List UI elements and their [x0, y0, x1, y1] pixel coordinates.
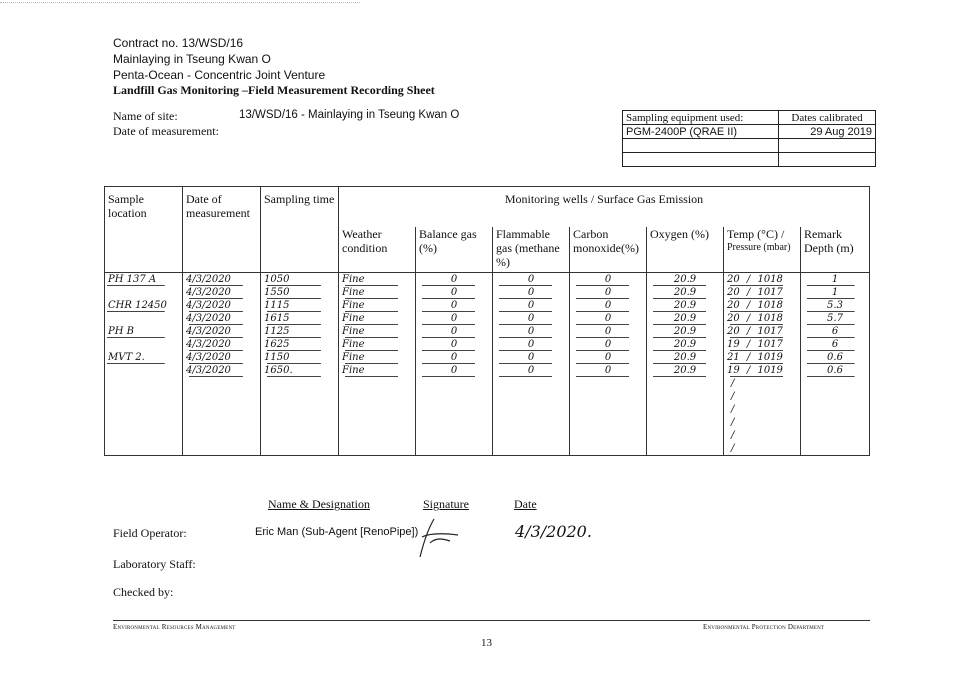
- table-row: [105, 403, 870, 416]
- cell-date: [183, 325, 261, 338]
- cell-location: [105, 286, 183, 299]
- header-balance-gas: Balance gas (%): [416, 227, 493, 273]
- pressure-value: 1017: [757, 326, 783, 337]
- cell-oxygen: [647, 286, 724, 299]
- cell-location: [105, 403, 183, 416]
- cell-date: [183, 364, 261, 377]
- weather-value: Fine: [342, 300, 365, 311]
- cell-time: [261, 325, 339, 338]
- cell-weather: [339, 377, 416, 390]
- remark-value: 5.3: [827, 300, 843, 311]
- location-value: CHR 12450: [108, 300, 167, 311]
- temp-value: 20: [727, 300, 740, 311]
- table-row: [105, 273, 870, 287]
- carbon-value: 0: [604, 287, 612, 298]
- field-operator-name: Eric Man (Sub-Agent [RenoPipe]): [255, 526, 419, 538]
- cell-carbon: [570, 273, 647, 287]
- site-name-label: Name of site:: [113, 109, 178, 123]
- cell-weather: [339, 442, 416, 456]
- table-row: [105, 325, 870, 338]
- time-value: 1125: [264, 326, 290, 337]
- header-pressure: Pressure (mbar): [727, 241, 791, 253]
- cell-temp: [724, 416, 801, 429]
- time-value: 1115: [264, 300, 290, 311]
- cell-remark: [801, 286, 870, 299]
- cell-date: [183, 442, 261, 456]
- cell-weather: [339, 390, 416, 403]
- signature-scribble: [414, 515, 470, 561]
- cell-oxygen: [647, 338, 724, 351]
- table-row: [105, 429, 870, 442]
- oxygen-value: 20.9: [673, 274, 697, 285]
- cell-location: [105, 351, 183, 364]
- cell-oxygen: [647, 390, 724, 403]
- cell-time: [261, 286, 339, 299]
- date-value: 4/3/2020: [186, 326, 231, 337]
- cell-balance: [416, 273, 493, 287]
- balance-value: 0: [450, 339, 458, 350]
- pressure-value: 1017: [757, 339, 783, 350]
- header-remark-depth: Remark Depth (m): [801, 227, 870, 273]
- cell-time: [261, 299, 339, 312]
- cell-flammable: [493, 377, 570, 390]
- equipment-header: Sampling equipment used:: [623, 111, 779, 125]
- cell-date: [183, 286, 261, 299]
- cell-remark: [801, 364, 870, 377]
- remark-value: 1: [831, 287, 839, 298]
- cell-oxygen: [647, 403, 724, 416]
- cell-balance: [416, 312, 493, 325]
- cell-flammable: [493, 338, 570, 351]
- flammable-value: 0: [527, 352, 535, 363]
- cell-location: [105, 377, 183, 390]
- date-value: 4/3/2020: [186, 365, 231, 376]
- page-number: 13: [481, 637, 492, 649]
- table-row: [105, 338, 870, 351]
- project-name: Mainlaying in Tseung Kwan O: [113, 52, 271, 66]
- temp-value: 21: [727, 352, 740, 363]
- calibration-date: [779, 139, 876, 153]
- cell-carbon: [570, 390, 647, 403]
- field-operator-date: 4/3/2020.: [515, 522, 592, 541]
- cell-weather: [339, 351, 416, 364]
- cell-carbon: [570, 442, 647, 456]
- temp-value: 20: [727, 287, 740, 298]
- header-weather: Weather condition: [339, 227, 416, 273]
- cell-location: [105, 273, 183, 287]
- cell-temp: [724, 338, 801, 351]
- cell-weather: [339, 273, 416, 287]
- checked-by-label: Checked by:: [113, 585, 174, 599]
- cell-date: [183, 338, 261, 351]
- flammable-value: 0: [527, 326, 535, 337]
- cell-remark: [801, 325, 870, 338]
- temp-value: 19: [727, 339, 740, 350]
- date-value: 4/3/2020: [186, 352, 231, 363]
- cell-location: [105, 364, 183, 377]
- weather-value: Fine: [342, 287, 365, 298]
- weather-value: Fine: [342, 339, 365, 350]
- cell-weather: [339, 416, 416, 429]
- date-value: 4/3/2020: [186, 339, 231, 350]
- temp-pressure-slash: /: [743, 365, 754, 376]
- remark-value: 1: [831, 274, 839, 285]
- cell-temp: [724, 390, 801, 403]
- page-title: Landfill Gas Monitoring –Field Measurement Recording Sheet: [113, 83, 435, 97]
- footer-left: Environmental Resources Management: [113, 623, 236, 631]
- cell-balance: [416, 325, 493, 338]
- cell-carbon: [570, 416, 647, 429]
- cell-carbon: [570, 364, 647, 377]
- cell-oxygen: [647, 351, 724, 364]
- carbon-value: 0: [604, 313, 612, 324]
- cell-flammable: [493, 299, 570, 312]
- date-value: 4/3/2020: [186, 300, 231, 311]
- cell-remark: [801, 338, 870, 351]
- cell-time: [261, 416, 339, 429]
- measurement-table: [104, 186, 870, 456]
- temp-pressure-slash: /: [743, 300, 754, 311]
- flammable-value: 0: [527, 339, 535, 350]
- cell-date: [183, 416, 261, 429]
- scan-artifact: [0, 2, 360, 3]
- cell-weather: [339, 325, 416, 338]
- cell-location: [105, 390, 183, 403]
- temp-pressure-slash: /: [731, 417, 735, 428]
- remark-value: 0.6: [827, 352, 843, 363]
- cell-time: [261, 351, 339, 364]
- cell-weather: [339, 338, 416, 351]
- cell-oxygen: [647, 273, 724, 287]
- temp-value: 20: [727, 326, 740, 337]
- header-temp-pressure: [724, 227, 801, 273]
- cell-oxygen: [647, 312, 724, 325]
- date-value: 4/3/2020: [186, 274, 231, 285]
- cell-remark: [801, 416, 870, 429]
- cell-balance: [416, 416, 493, 429]
- cell-flammable: [493, 351, 570, 364]
- date-header: Date: [514, 497, 537, 511]
- cell-oxygen: [647, 364, 724, 377]
- cell-time: [261, 403, 339, 416]
- cell-temp: [724, 273, 801, 287]
- oxygen-value: 20.9: [673, 339, 697, 350]
- temp-pressure-slash: /: [731, 404, 735, 415]
- oxygen-value: 20.9: [673, 300, 697, 311]
- header-flammable-gas: Flammable gas (methane %): [493, 227, 570, 273]
- pressure-value: 1019: [757, 365, 783, 376]
- balance-value: 0: [450, 300, 458, 311]
- cell-temp: [724, 299, 801, 312]
- cell-remark: [801, 299, 870, 312]
- equipment-name: [623, 139, 779, 153]
- cell-temp: [724, 351, 801, 364]
- flammable-value: 0: [527, 300, 535, 311]
- cell-time: [261, 390, 339, 403]
- footer-right: Environmental Protection Department: [703, 623, 825, 631]
- cell-date: [183, 312, 261, 325]
- oxygen-value: 20.9: [673, 352, 697, 363]
- cell-date: [183, 429, 261, 442]
- cell-temp: [724, 325, 801, 338]
- carbon-value: 0: [604, 300, 612, 311]
- dates-calibrated-header: Dates calibrated: [779, 111, 876, 125]
- header-temp: Temp (°C) /: [727, 226, 785, 241]
- cell-balance: [416, 429, 493, 442]
- cell-oxygen: [647, 299, 724, 312]
- time-value: 1150: [264, 352, 290, 363]
- table-row: [105, 286, 870, 299]
- oxygen-value: 20.9: [673, 313, 697, 324]
- cell-date: [183, 403, 261, 416]
- header-carbon-monoxide: Carbon monoxide(%): [570, 227, 647, 273]
- cell-flammable: [493, 312, 570, 325]
- flammable-value: 0: [527, 365, 535, 376]
- temp-value: 19: [727, 365, 740, 376]
- cell-weather: [339, 312, 416, 325]
- cell-carbon: [570, 312, 647, 325]
- cell-carbon: [570, 325, 647, 338]
- cell-location: [105, 416, 183, 429]
- table-row: [105, 442, 870, 456]
- flammable-value: 0: [527, 313, 535, 324]
- cell-date: [183, 390, 261, 403]
- date-of-measurement-label: Date of measurement:: [113, 124, 219, 138]
- header-oxygen: Oxygen (%): [647, 227, 724, 273]
- pressure-value: 1019: [757, 352, 783, 363]
- cell-flammable: [493, 429, 570, 442]
- date-value: 4/3/2020: [186, 287, 231, 298]
- oxygen-value: 20.9: [673, 287, 697, 298]
- cell-temp: [724, 364, 801, 377]
- cell-date: [183, 351, 261, 364]
- cell-carbon: [570, 299, 647, 312]
- oxygen-value: 20.9: [673, 365, 697, 376]
- balance-value: 0: [450, 274, 458, 285]
- temp-pressure-slash: /: [743, 352, 754, 363]
- cell-temp: [724, 403, 801, 416]
- time-value: 1615: [264, 313, 290, 324]
- cell-flammable: [493, 403, 570, 416]
- table-row: [105, 299, 870, 312]
- cell-remark: [801, 403, 870, 416]
- location-value: PH 137 A: [108, 274, 157, 285]
- cell-weather: [339, 429, 416, 442]
- remark-value: 6: [831, 339, 839, 350]
- cell-weather: [339, 364, 416, 377]
- time-value: 1050: [264, 274, 290, 285]
- temp-pressure-slash: /: [743, 274, 754, 285]
- oxygen-value: 20.9: [673, 326, 697, 337]
- cell-oxygen: [647, 377, 724, 390]
- time-value: 1625: [264, 339, 290, 350]
- cell-remark: [801, 312, 870, 325]
- location-value: PH B: [108, 326, 134, 337]
- cell-carbon: [570, 351, 647, 364]
- temp-pressure-slash: /: [731, 430, 735, 441]
- laboratory-staff-label: Laboratory Staff:: [113, 557, 196, 571]
- equipment-name: PGM-2400P (QRAE II): [623, 125, 779, 139]
- temp-pressure-slash: /: [731, 378, 735, 389]
- contract-number: Contract no. 13/WSD/16: [113, 36, 244, 50]
- cell-flammable: [493, 286, 570, 299]
- footer-rule: [113, 620, 870, 621]
- cell-location: [105, 299, 183, 312]
- pressure-value: 1018: [757, 300, 783, 311]
- table-row: [105, 416, 870, 429]
- weather-value: Fine: [342, 365, 365, 376]
- header-sample-location: Sample location: [105, 187, 183, 273]
- cell-remark: [801, 390, 870, 403]
- weather-value: Fine: [342, 352, 365, 363]
- cell-weather: [339, 286, 416, 299]
- weather-value: Fine: [342, 274, 365, 285]
- cell-time: [261, 273, 339, 287]
- cell-carbon: [570, 338, 647, 351]
- cell-location: [105, 338, 183, 351]
- table-row: [105, 351, 870, 364]
- cell-flammable: [493, 273, 570, 287]
- cell-remark: [801, 351, 870, 364]
- cell-temp: [724, 286, 801, 299]
- table-row: [105, 312, 870, 325]
- cell-balance: [416, 299, 493, 312]
- cell-temp: [724, 377, 801, 390]
- cell-oxygen: [647, 429, 724, 442]
- cell-location: [105, 442, 183, 456]
- cell-flammable: [493, 390, 570, 403]
- carbon-value: 0: [604, 352, 612, 363]
- cell-time: [261, 429, 339, 442]
- carbon-value: 0: [604, 274, 612, 285]
- cell-remark: [801, 273, 870, 287]
- cell-carbon: [570, 377, 647, 390]
- weather-value: Fine: [342, 326, 365, 337]
- temp-pressure-slash: /: [743, 313, 754, 324]
- balance-value: 0: [450, 326, 458, 337]
- equipment-table: [622, 110, 876, 167]
- cell-balance: [416, 390, 493, 403]
- temp-pressure-slash: /: [731, 391, 735, 402]
- carbon-value: 0: [604, 365, 612, 376]
- cell-time: [261, 377, 339, 390]
- pressure-value: 1018: [757, 274, 783, 285]
- cell-oxygen: [647, 325, 724, 338]
- cell-remark: [801, 442, 870, 456]
- table-row: [105, 377, 870, 390]
- temp-pressure-slash: /: [743, 326, 754, 337]
- balance-value: 0: [450, 313, 458, 324]
- table-row: [105, 364, 870, 377]
- cell-balance: [416, 338, 493, 351]
- cell-oxygen: [647, 416, 724, 429]
- cell-time: [261, 312, 339, 325]
- temp-pressure-slash: /: [743, 339, 754, 350]
- table-body: [105, 273, 870, 456]
- cell-date: [183, 299, 261, 312]
- weather-value: Fine: [342, 313, 365, 324]
- cell-balance: [416, 403, 493, 416]
- cell-remark: [801, 429, 870, 442]
- cell-balance: [416, 364, 493, 377]
- header-monitoring-group: Monitoring wells / Surface Gas Emission: [339, 187, 870, 227]
- cell-flammable: [493, 325, 570, 338]
- cell-temp: [724, 442, 801, 456]
- cell-location: [105, 429, 183, 442]
- cell-location: [105, 325, 183, 338]
- balance-value: 0: [450, 365, 458, 376]
- cell-time: [261, 338, 339, 351]
- temp-pressure-slash: /: [731, 443, 735, 454]
- cell-remark: [801, 377, 870, 390]
- field-operator-label: Field Operator:: [113, 526, 187, 540]
- calibration-date: [779, 153, 876, 167]
- cell-weather: [339, 299, 416, 312]
- cell-flammable: [493, 416, 570, 429]
- cell-carbon: [570, 429, 647, 442]
- cell-carbon: [570, 286, 647, 299]
- cell-temp: [724, 429, 801, 442]
- cell-weather: [339, 403, 416, 416]
- equipment-name: [623, 153, 779, 167]
- cell-location: [105, 312, 183, 325]
- cell-date: [183, 377, 261, 390]
- carbon-value: 0: [604, 326, 612, 337]
- flammable-value: 0: [527, 274, 535, 285]
- cell-time: [261, 442, 339, 456]
- name-designation-header: Name & Designation: [268, 497, 370, 511]
- cell-time: [261, 364, 339, 377]
- temp-pressure-slash: /: [743, 287, 754, 298]
- pressure-value: 1017: [757, 287, 783, 298]
- cell-balance: [416, 377, 493, 390]
- flammable-value: 0: [527, 287, 535, 298]
- balance-value: 0: [450, 287, 458, 298]
- calibration-date: 29 Aug 2019: [779, 125, 876, 139]
- remark-value: 0.6: [827, 365, 843, 376]
- location-value: MVT 2.: [108, 352, 145, 363]
- remark-value: 5.7: [827, 313, 843, 324]
- temp-value: 20: [727, 313, 740, 324]
- site-name-value: 13/WSD/16 - Mainlaying in Tseung Kwan O: [239, 109, 460, 121]
- table-row: [105, 390, 870, 403]
- signature-header: Signature: [423, 497, 469, 511]
- date-value: 4/3/2020: [186, 313, 231, 324]
- cell-balance: [416, 286, 493, 299]
- header-date-of-measurement: Date of measurement: [183, 187, 261, 273]
- header-sampling-time: Sampling time: [261, 187, 339, 273]
- cell-flammable: [493, 442, 570, 456]
- cell-date: [183, 273, 261, 287]
- balance-value: 0: [450, 352, 458, 363]
- cell-temp: [724, 312, 801, 325]
- cell-carbon: [570, 403, 647, 416]
- cell-oxygen: [647, 442, 724, 456]
- carbon-value: 0: [604, 339, 612, 350]
- time-value: 1650.: [264, 365, 293, 376]
- cell-balance: [416, 442, 493, 456]
- remark-value: 6: [831, 326, 839, 337]
- time-value: 1550: [264, 287, 290, 298]
- contractor-name: Penta-Ocean - Concentric Joint Venture: [113, 68, 326, 82]
- cell-balance: [416, 351, 493, 364]
- temp-value: 20: [727, 274, 740, 285]
- pressure-value: 1018: [757, 313, 783, 324]
- cell-flammable: [493, 364, 570, 377]
